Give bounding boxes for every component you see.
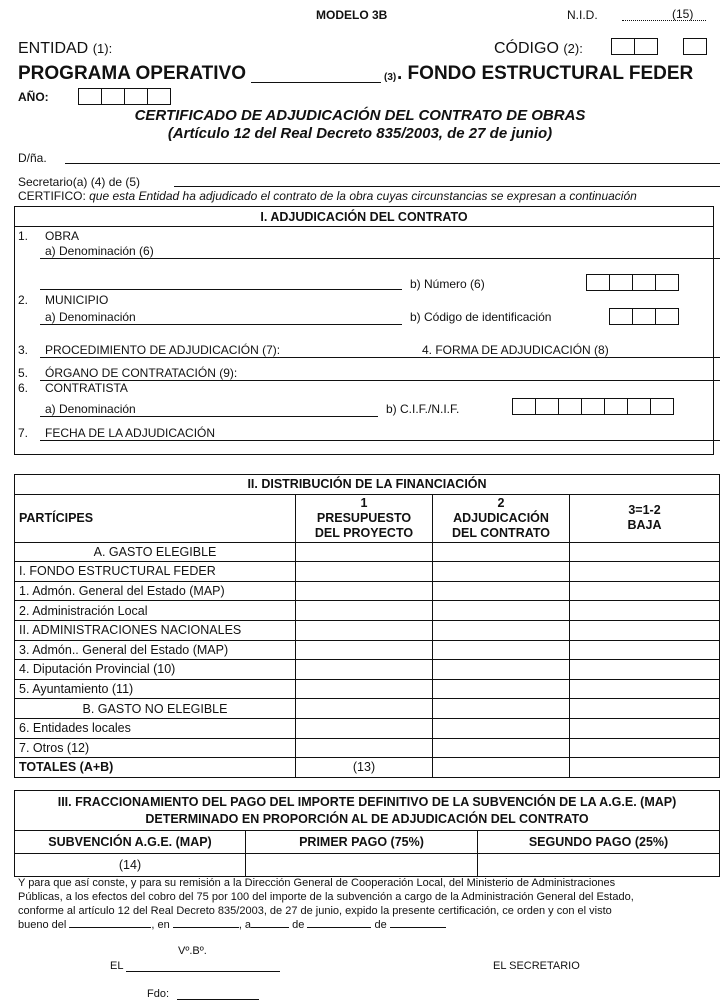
cell-adjudicacion[interactable] [433,620,570,640]
certifico-text: CERTIFICO: que esta Entidad ha adjudicado el contrato de la obra cuyas circunstancias se expresan a continuación [18,189,637,203]
obra-denominacion-label: a) Denominación (6) [45,244,154,258]
nid-label: N.I.D. [567,8,598,22]
cell-presupuesto[interactable] [296,679,433,699]
programa-label: PROGRAMA OPERATIVO [18,63,247,84]
codigo-cells-b[interactable] [683,38,707,55]
primer-pago-value[interactable] [246,854,478,877]
cell-adjudicacion[interactable] [433,660,570,680]
table-row [15,718,720,738]
cell-baja[interactable] [570,581,720,601]
col-adjudicacion: 2 ADJUDICACIÓN DEL CONTRATO [433,494,570,542]
municipio-denominacion-label: a) Denominación [45,310,136,324]
cell-adjudicacion[interactable] [433,581,570,601]
cell-adjudicacion[interactable] [433,738,570,758]
programa-field[interactable] [251,82,381,83]
row-label: 3. Admón.. General del Estado (MAP) [15,640,296,660]
col-subvencion: SUBVENCIÓN A.G.E. (MAP) [15,831,246,854]
fdo-field[interactable] [177,999,259,1000]
doc-title: CERTIFICADO DE ADJUDICACIÓN DEL CONTRATO DE OBRAS [134,107,586,124]
pago-table [14,830,720,877]
cell-presupuesto[interactable] [296,718,433,738]
table-row [15,562,720,582]
totales-label: TOTALES (A+B) [15,758,296,778]
col-primer-pago: PRIMER PAGO (75%) [246,831,478,854]
entidad-label: ENTIDAD (1): [18,40,113,57]
item-number: 5. [18,366,29,380]
cell-presupuesto[interactable] [296,738,433,758]
col-presupuesto: 1 PRESUPUESTO DEL PROYECTO [296,494,433,542]
vobo-label: Vº.Bº. [178,945,207,957]
dia-field[interactable] [251,927,289,928]
table-row [15,679,720,699]
row-label: 1. Admón. General del Estado (MAP) [15,581,296,601]
table-row [15,620,720,640]
codigo-label: CÓDIGO (2): [494,40,583,57]
obra-denominacion-field[interactable] [40,258,720,259]
cell-presupuesto[interactable] [296,660,433,680]
totales-ref[interactable]: (13) [296,758,433,778]
contratista-cif-cells[interactable] [512,398,674,415]
col-participes: PARTÍCIPES [15,494,296,542]
lugar-field[interactable] [173,927,239,928]
cell-adjudicacion[interactable] [433,718,570,738]
cell-adjudicacion[interactable] [433,542,570,562]
footer-date-line: bueno del , en , a de de [18,918,634,932]
segundo-pago-value[interactable] [478,854,720,877]
el-field[interactable] [126,971,280,972]
item-number: 1. [18,229,29,243]
fdo-label: Fdo: [147,988,170,1000]
organo-field[interactable] [40,380,720,381]
el-label: EL [110,960,124,972]
fecha-field[interactable] [40,440,720,441]
cell-adjudicacion[interactable] [433,601,570,621]
cell-presupuesto[interactable] [296,620,433,640]
section3-title: III. FRACCIONAMIENTO DEL PAGO DEL IMPORTE DEFINITIVO DE LA SUBVENCIÓN DE LA A.G.E. (MAP) DETERMINADO EN PROPORCIÓN AL DE ADJUDICACIÓN DEL CONTRATO [14,790,720,831]
visto-bueno-field[interactable] [69,927,151,928]
procedimiento-label: PROCEDIMIENTO DE ADJUDICACIÓN (7): [45,343,281,357]
subvencion-value[interactable]: (14) [15,854,246,877]
organo-label: ÓRGANO DE CONTRATACIÓN (9): [45,366,238,380]
totales-baja[interactable] [570,758,720,778]
secretario-field[interactable] [174,186,720,187]
contratista-denominacion-field[interactable] [40,416,378,417]
contratista-denominacion-label: a) Denominación [45,402,136,416]
table-row [15,738,720,758]
cell-presupuesto[interactable] [296,542,433,562]
anio-label: AÑO: [18,90,49,104]
cell-baja[interactable] [570,640,720,660]
municipio-codigo-cells[interactable] [609,308,679,325]
section1-title: I. ADJUDICACIÓN DEL CONTRATO [14,206,714,227]
contratista-label: CONTRATISTA [45,381,128,395]
doc-subtitle: (Artículo 12 del Real Decreto 835/2003, de 27 de junio) [167,125,553,142]
cell-presupuesto[interactable] [296,699,433,719]
item-number: 2. [18,293,29,307]
procedimiento-field[interactable] [40,357,720,358]
row-label: A. GASTO ELEGIBLE [15,542,296,562]
municipio-codigo-label: b) Código de identificación [410,310,552,324]
cell-presupuesto[interactable] [296,581,433,601]
municipio-label: MUNICIPIO [45,293,109,307]
secretario-label: Secretario(a) (4) de (5) [18,175,141,189]
obra-numero-cells[interactable] [586,274,679,291]
row-label: 2. Administración Local [15,601,296,621]
table-row [15,660,720,680]
footer-paragraph: Y para que así conste, y para su remisión a la Dirección General de Cooperación Local, del Ministerio de Administraciones Públicas, a los efectos del cobro del 75 por 100 del importe de la subvención a cargo de la Administración General del Estado, conforme al artículo 12 del Real Decreto 835/2003, de 27 de junio, expido la presente certificación, ce orden y con el visto bueno del , en , a de de [18,877,634,931]
obra-label: OBRA [45,229,80,243]
cell-baja[interactable] [570,542,720,562]
obra-numero-label: b) Número (6) [410,277,485,291]
cell-adjudicacion[interactable] [433,640,570,660]
anio-cells[interactable] [78,88,171,105]
section2-title: II. DISTRIBUCIÓN DE LA FINANCIACIÓN [15,475,720,495]
programa-ref: (3) [384,72,397,83]
col-baja: 3=1-2 BAJA [570,494,720,542]
row-label: 5. Ayuntamiento (11) [15,679,296,699]
cell-baja[interactable] [570,620,720,640]
row-label: 6. Entidades locales [15,718,296,738]
row-label: II. ADMINISTRACIONES NACIONALES [15,620,296,640]
contratista-cif-label: b) C.I.F./N.I.F. [386,402,460,416]
fondo-label: . FONDO ESTRUCTURAL FEDER [397,63,694,84]
col-segundo-pago: SEGUNDO PAGO (25%) [478,831,720,854]
obra-denominacion-field-2[interactable] [40,289,402,290]
table-row [15,640,720,660]
cell-baja[interactable] [570,679,720,699]
municipio-denominacion-field[interactable] [40,324,402,325]
cell-baja[interactable] [570,562,720,582]
anio-field[interactable] [390,927,446,928]
cell-adjudicacion[interactable] [433,562,570,582]
item-number: 3. [18,343,29,357]
row-label: 4. Diputación Provincial (10) [15,660,296,680]
fecha-label: FECHA DE LA ADJUDICACIÓN [45,426,216,440]
financiacion-table [14,474,720,778]
table-row [15,542,720,562]
table-row [15,601,720,621]
row-label: I. FONDO ESTRUCTURAL FEDER [15,562,296,582]
forma-label: 4. FORMA DE ADJUDICACIÓN (8) [422,343,609,357]
nid-field[interactable] [622,20,706,21]
cell-baja[interactable] [570,660,720,680]
table-row [15,699,720,719]
nid-ref: (15) [672,7,694,21]
row-label: 7. Otros (12) [15,738,296,758]
table-row [15,581,720,601]
mes-field[interactable] [307,927,371,928]
dna-label: D/ña. [18,151,47,165]
cell-adjudicacion[interactable] [433,699,570,719]
cell-baja[interactable] [570,718,720,738]
cell-presupuesto[interactable] [296,601,433,621]
codigo-cells-a[interactable] [611,38,658,55]
cell-adjudicacion[interactable] [433,679,570,699]
dna-field[interactable] [65,163,720,164]
item-number: 7. [18,426,29,440]
el-secretario-label: EL SECRETARIO [493,960,580,972]
cell-baja[interactable] [570,601,720,621]
row-label: B. GASTO NO ELEGIBLE [15,699,296,719]
cell-presupuesto[interactable] [296,562,433,582]
cell-baja[interactable] [570,699,720,719]
cell-presupuesto[interactable] [296,640,433,660]
modelo-label: MODELO 3B [316,8,388,22]
item-number: 6. [18,381,29,395]
totales-adjudicacion[interactable] [433,758,570,778]
cell-baja[interactable] [570,738,720,758]
